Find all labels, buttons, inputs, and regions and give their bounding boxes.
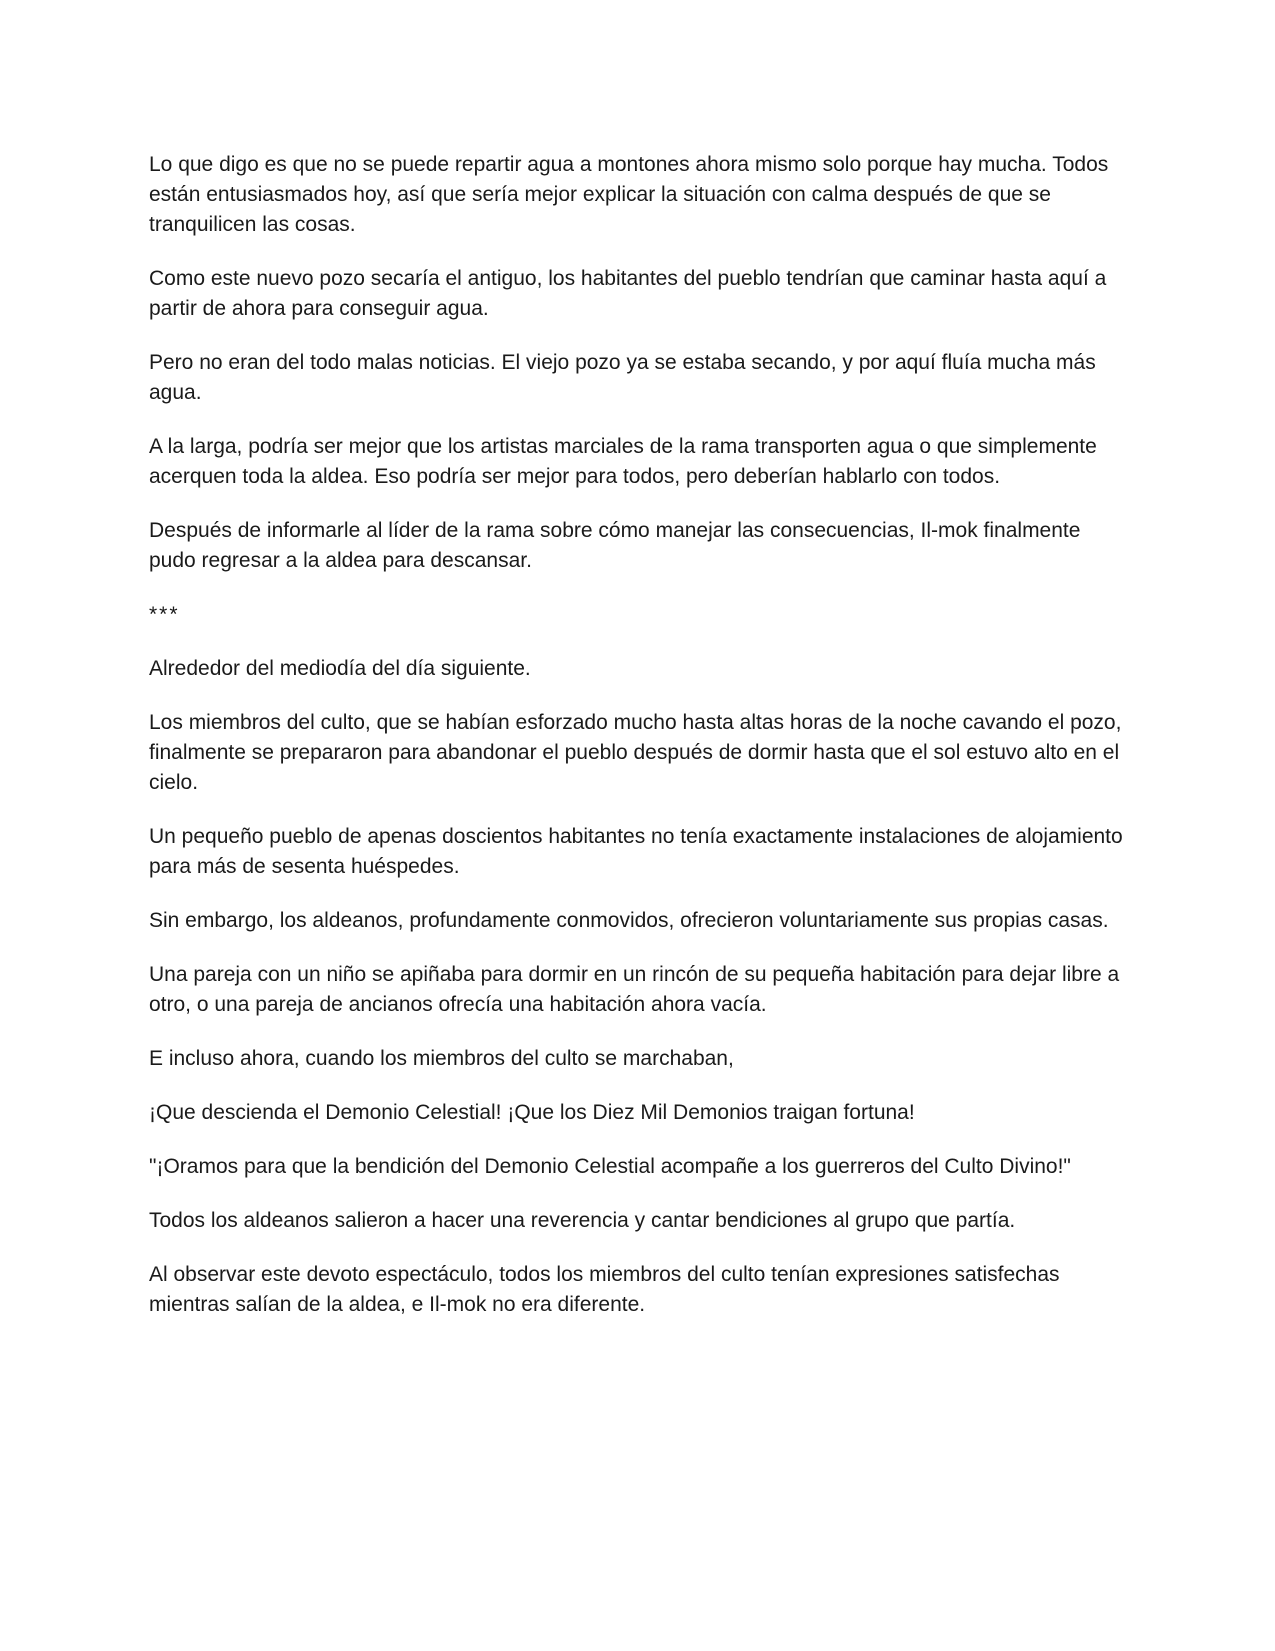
- paragraph: Todos los aldeanos salieron a hacer una reverencia y cantar bendiciones al grupo que partía.: [149, 1209, 1016, 1232]
- paragraph: Lo que digo es que no se puede repartir agua a montones ahora mismo solo porque hay mucha. Todos están entusiasmados hoy, así que sería mejor explicar la situación con calma después de que se tranquilicen las cosas.: [149, 153, 1109, 236]
- paragraph: E incluso ahora, cuando los miembros del culto se marchaban,: [149, 1047, 734, 1070]
- paragraph: Alrededor del mediodía del día siguiente.: [149, 657, 531, 680]
- paragraph: ¡Que descienda el Demonio Celestial! ¡Que los Diez Mil Demonios traigan fortuna!: [149, 1101, 915, 1124]
- paragraph: Los miembros del culto, que se habían esforzado mucho hasta altas horas de la noche cavando el pozo, finalmente se prepararon para abandonar el pueblo después de dormir hasta que el sol estuvo alto en el cielo.: [149, 711, 1122, 794]
- paragraph: Pero no eran del todo malas noticias. El viejo pozo ya se estaba secando, y por aquí fluía mucha más agua.: [149, 351, 1096, 404]
- paragraph: Después de informarle al líder de la rama sobre cómo manejar las consecuencias, Il-mok finalmente pudo regresar a la aldea para descansar.: [149, 519, 1081, 572]
- paragraph: Un pequeño pueblo de apenas doscientos habitantes no tenía exactamente instalaciones de alojamiento para más de sesenta huéspedes.: [149, 825, 1123, 878]
- paragraph: Al observar este devoto espectáculo, todos los miembros del culto tenían expresiones satisfechas mientras salían de la aldea, e Il-mok no era diferente.: [149, 1263, 1060, 1316]
- paragraph: Como este nuevo pozo secaría el antiguo, los habitantes del pueblo tendrían que caminar hasta aquí a partir de ahora para conseguir agua.: [149, 267, 1107, 320]
- scene-separator: ***: [149, 603, 180, 626]
- document-body: [149, 150, 1129, 1344]
- paragraph: "¡Oramos para que la bendición del Demonio Celestial acompañe a los guerreros del Culto Divino!": [149, 1155, 1071, 1178]
- paragraph: A la larga, podría ser mejor que los artistas marciales de la rama transporten agua o que simplemente acerquen toda la aldea. Eso podría ser mejor para todos, pero deberían hablarlo con todos.: [149, 435, 1097, 488]
- paragraph: Sin embargo, los aldeanos, profundamente conmovidos, ofrecieron voluntariamente sus propias casas.: [149, 909, 1109, 932]
- paragraph: Una pareja con un niño se apiñaba para dormir en un rincón de su pequeña habitación para dejar libre a otro, o una pareja de ancianos ofrecía una habitación ahora vacía.: [149, 963, 1120, 1016]
